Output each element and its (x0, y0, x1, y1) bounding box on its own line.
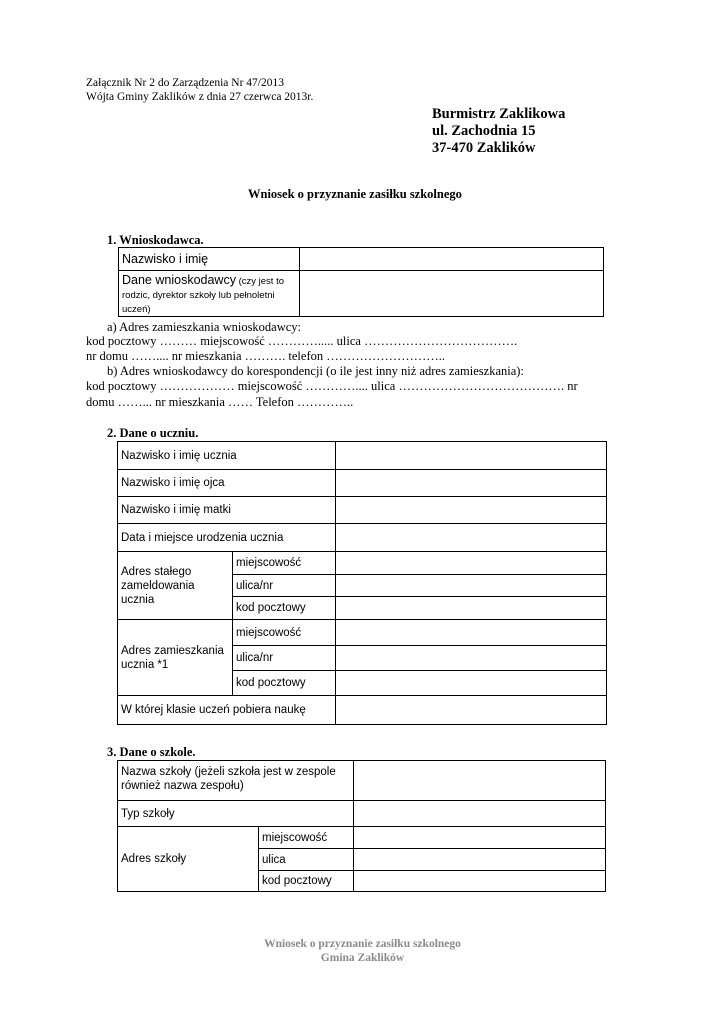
attachment-note-line1: Załącznik Nr 2 do Zarządzenia Nr 47/2013 (86, 77, 284, 89)
registered-postcode-label: kod pocztowy (233, 597, 336, 620)
footer-line2: Gmina Zaklików (320, 952, 405, 964)
section1-heading: 1. Wnioskodawca. (107, 233, 204, 247)
addressee-line1: Burmistrz Zaklikowa (432, 106, 566, 122)
applicant-table (118, 247, 604, 317)
class-label: W której klasie uczeń pobiera naukę (118, 696, 336, 725)
applicant-name-label: Nazwisko i imię (119, 248, 300, 271)
school-postcode-value[interactable] (354, 871, 606, 892)
correspondence-address-line2[interactable]: domu ……... nr mieszkania …… Telefon ………….. (86, 395, 354, 409)
registered-address-label: Adres stałego zameldowania ucznia (118, 552, 233, 620)
student-name-label: Nazwisko i imię ucznia (118, 442, 336, 470)
document-title: Wniosek o przyznanie zasiłku szkolnego (248, 187, 462, 201)
residence-label: Adres zamieszkania ucznia *1 (118, 620, 233, 696)
correspondence-address-line1[interactable]: kod pocztowy ……………… miejscowość ………….... ulica …………………………………. nr (86, 379, 578, 393)
registered-street-value[interactable] (336, 575, 607, 597)
mother-name-label: Nazwisko i imię matki (118, 497, 336, 524)
school-table (117, 760, 606, 892)
student-table (117, 441, 607, 725)
addressee-line2: ul. Zachodnia 15 (432, 123, 536, 139)
registered-city-value[interactable] (336, 552, 607, 575)
registered-street-label: ulica/nr (233, 575, 336, 597)
registered-city-label: miejscowość (233, 552, 336, 575)
school-street-value[interactable] (354, 849, 606, 871)
applicant-data-label (119, 271, 300, 317)
residence-street-label: ulica/nr (233, 646, 336, 671)
residence-postcode-value[interactable] (336, 671, 607, 696)
birth-label: Data i miejsce urodzenia ucznia (118, 524, 336, 552)
school-street-label: ulica (259, 849, 354, 871)
school-city-value[interactable] (354, 827, 606, 849)
residence-street-value[interactable] (336, 646, 607, 671)
correspondence-address-heading: b) Adres wnioskodawcy do korespondencji (o ile jest inny niż adres zamieszkania): (107, 364, 524, 378)
student-name-value[interactable] (336, 442, 607, 470)
residence-city-label: miejscowość (233, 620, 336, 646)
mother-name-value[interactable] (336, 497, 607, 524)
applicant-data-label-hint: (czy jest to rodzic, dyrektor szkoły lub pełnoletni uczeń) (122, 276, 284, 315)
residence-address-line2[interactable]: nr domu …….... nr mieszkania ………. telefon ……………………….. (86, 349, 445, 363)
addressee-line3: 37-470 Zaklików (432, 140, 536, 156)
school-type-value[interactable] (354, 801, 606, 827)
registered-postcode-value[interactable] (336, 597, 607, 620)
applicant-data-value[interactable] (300, 271, 604, 317)
school-address-label: Adres szkoły (118, 827, 259, 892)
father-name-label: Nazwisko i imię ojca (118, 470, 336, 497)
section3-heading: 3. Dane o szkole. (107, 745, 196, 759)
residence-address-line1[interactable]: kod pocztowy ……… miejscowość …………..... ulica ………………………………. (86, 334, 518, 348)
footer-line1: Wniosek o przyznanie zasiłku szkolnego (264, 938, 461, 950)
school-city-label: miejscowość (259, 827, 354, 849)
class-value[interactable] (336, 696, 607, 725)
attachment-note-line2: Wójta Gminy Zaklików z dnia 27 czerwca 2013r. (86, 91, 314, 103)
residence-city-value[interactable] (336, 620, 607, 646)
school-type-label: Typ szkoły (118, 801, 354, 827)
residence-address-heading: a) Adres zamieszkania wnioskodawcy: (107, 320, 302, 334)
birth-value[interactable] (336, 524, 607, 552)
school-name-label: Nazwa szkoły (jeżeli szkoła jest w zespole również nazwa zespołu) (118, 761, 354, 801)
residence-postcode-label: kod pocztowy (233, 671, 336, 696)
applicant-name-value[interactable] (300, 248, 604, 271)
section2-heading: 2. Dane o uczniu. (107, 426, 199, 440)
page-footer (0, 937, 725, 965)
addressee-block (432, 106, 565, 157)
father-name-value[interactable] (336, 470, 607, 497)
applicant-data-label-main: Dane wnioskodawcy (122, 273, 236, 287)
attachment-note (86, 76, 313, 104)
school-postcode-label: kod pocztowy (259, 871, 354, 892)
school-name-value[interactable] (354, 761, 606, 801)
